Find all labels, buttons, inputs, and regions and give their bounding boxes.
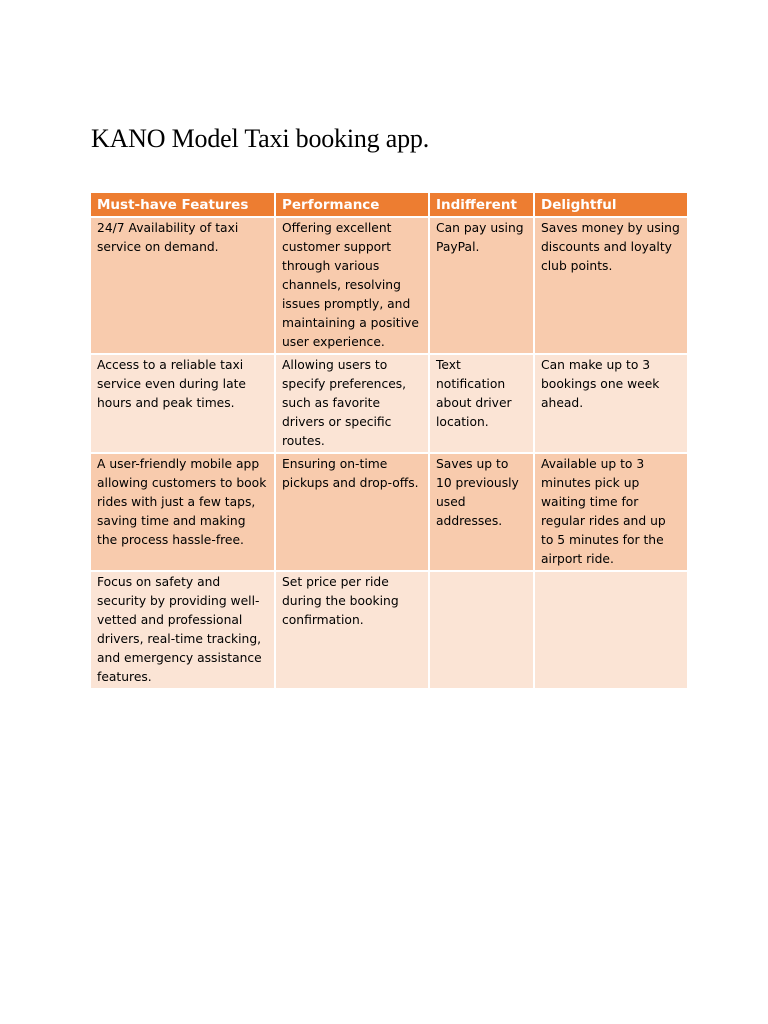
cell-delightful: Saves money by using discounts and loyalty club points.: [534, 217, 687, 354]
cell-performance: Ensuring on-time pickups and drop-offs.: [275, 453, 429, 571]
header-indifferent: Indifferent: [429, 193, 534, 217]
cell-indifferent: [429, 571, 534, 689]
table-header-row: [91, 193, 687, 217]
cell-must-have: Focus on safety and security by providing well-vetted and professional drivers, real-time tracking, and emergency assistance features.: [91, 571, 275, 689]
cell-must-have: Access to a reliable taxi service even during late hours and peak times.: [91, 354, 275, 453]
cell-must-have: A user-friendly mobile app allowing customers to book rides with just a few taps, saving time and making the process hassle-free.: [91, 453, 275, 571]
table-row: [91, 571, 687, 689]
document-title: KANO Model Taxi booking app.: [91, 124, 430, 153]
table-row: [91, 453, 687, 571]
cell-delightful: Can make up to 3 bookings one week ahead.: [534, 354, 687, 453]
header-delightful: Delightful: [534, 193, 687, 217]
cell-performance: Set price per ride during the booking confirmation.: [275, 571, 429, 689]
header-performance: Performance: [275, 193, 429, 217]
cell-performance: Offering excellent customer support through various channels, resolving issues promptly, and maintaining a positive user experience.: [275, 217, 429, 354]
cell-indifferent: Can pay using PayPal.: [429, 217, 534, 354]
table-row: [91, 217, 687, 354]
cell-indifferent: Saves up to 10 previously used addresses.: [429, 453, 534, 571]
header-must-have: Must-have Features: [91, 193, 275, 217]
kano-table: [91, 193, 687, 690]
cell-delightful: Available up to 3 minutes pick up waiting time for regular rides and up to 5 minutes for the airport ride.: [534, 453, 687, 571]
cell-performance: Allowing users to specify preferences, such as favorite drivers or specific routes.: [275, 354, 429, 453]
cell-indifferent: Text notification about driver location.: [429, 354, 534, 453]
cell-must-have: 24/7 Availability of taxi service on demand.: [91, 217, 275, 354]
table-row: [91, 354, 687, 453]
cell-delightful: [534, 571, 687, 689]
